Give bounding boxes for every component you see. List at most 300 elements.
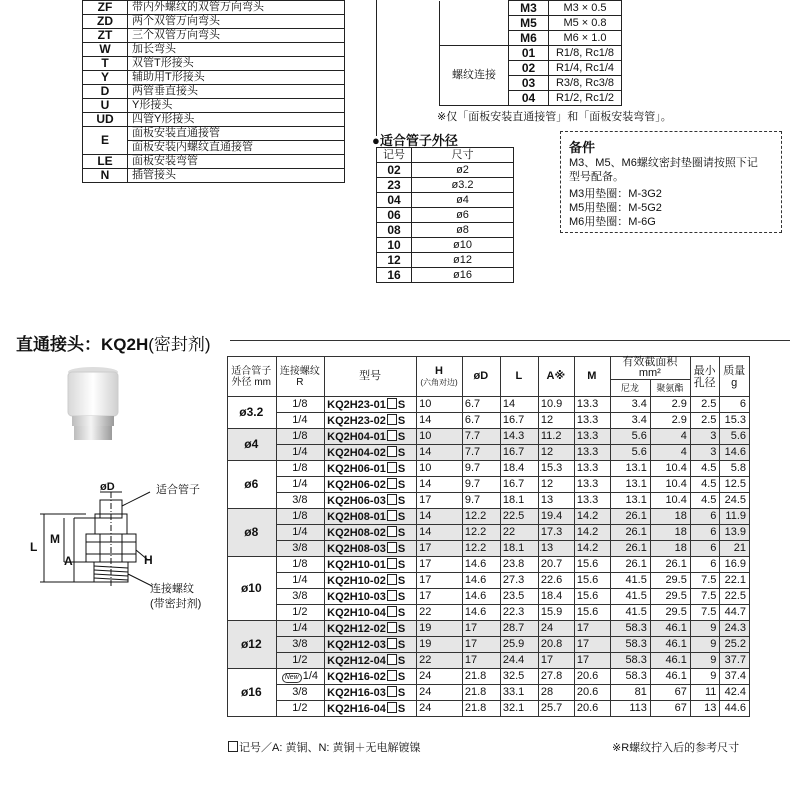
tube-code: 10 <box>377 238 412 253</box>
urethane-area-cell: 4 <box>650 445 690 461</box>
thread-cell <box>276 541 325 557</box>
drawing-label-H: H <box>144 553 153 567</box>
model-cell <box>325 669 417 685</box>
model-suffix: S <box>397 526 406 539</box>
hex-cell: 10 <box>417 397 463 413</box>
thread-cell <box>276 445 325 461</box>
hdr-area-2: mm² <box>638 367 661 379</box>
code-row <box>83 43 345 57</box>
nylon-area-cell: 3.4 <box>610 397 650 413</box>
m-cell: 13.3 <box>574 413 610 429</box>
min-bore-cell: 4.5 <box>690 461 720 477</box>
table-row <box>228 541 750 557</box>
m-cell: 20.6 <box>574 669 610 685</box>
thread-cell <box>276 653 325 669</box>
thread-note: ※仅「面板安装直通接管」和「面板安装弯管」。 <box>437 111 672 123</box>
model-suffix: S <box>397 702 406 715</box>
thread-cell <box>276 525 325 541</box>
model-cell <box>325 541 417 557</box>
tube-head-size: 尺寸 <box>412 148 514 163</box>
hdr-nylon: 尼龙 <box>610 380 650 397</box>
tube-size: ø2 <box>412 163 514 178</box>
a-cell: 19.4 <box>538 509 574 525</box>
thread-size: 1/4 <box>292 446 308 458</box>
tube-size: ø16 <box>412 268 514 283</box>
min-bore-cell: 9 <box>690 621 720 637</box>
section-title <box>16 330 211 355</box>
min-bore-cell: 3 <box>690 429 720 445</box>
a-cell: 20.8 <box>538 637 574 653</box>
code-desc: 双管T形接头 <box>128 57 345 71</box>
drawing-label-L: L <box>30 540 38 554</box>
mass-cell: 24.3 <box>720 621 750 637</box>
thread-cell <box>276 605 325 621</box>
type-code-table <box>82 0 345 183</box>
m-cell: 13.3 <box>574 429 610 445</box>
code-cell: ZD <box>83 15 128 29</box>
hex-cell: 14 <box>417 477 463 493</box>
hex-cell: 19 <box>417 621 463 637</box>
hdr-M: M <box>574 357 610 397</box>
a-cell: 12 <box>538 413 574 429</box>
square-mark-icon <box>387 654 397 665</box>
thread-size: 1/2 <box>292 606 308 618</box>
hdr-area-1: 有效截面积 <box>622 356 678 368</box>
nylon-area-cell: 26.1 <box>610 557 650 573</box>
a-cell: 25.7 <box>538 701 574 717</box>
m-cell: 15.6 <box>574 605 610 621</box>
drawing-label-tube: 适合管子 <box>156 484 200 496</box>
nylon-area-cell: 5.6 <box>610 429 650 445</box>
thread-size: 1/4 <box>302 670 318 682</box>
urethane-area-cell: 18 <box>650 525 690 541</box>
square-mark-icon <box>387 686 397 697</box>
tube-size: ø12 <box>412 253 514 268</box>
hdr-L: L <box>500 357 538 397</box>
tube-size-table <box>376 147 514 283</box>
thread-cell <box>276 429 325 445</box>
table-row <box>228 589 750 605</box>
hex-cell: 14 <box>417 413 463 429</box>
code-desc: 加长弯头 <box>128 43 345 57</box>
m-cell: 13.3 <box>574 445 610 461</box>
thread-cell <box>276 397 325 413</box>
tube-size: ø3.2 <box>412 178 514 193</box>
model-number: KQ2H10-03 <box>327 590 386 603</box>
table-row <box>228 509 750 525</box>
code-cell: N <box>83 169 128 183</box>
min-bore-cell: 4.5 <box>690 477 720 493</box>
hdr-model: 型号 <box>325 357 417 397</box>
tube-head-code: 记号 <box>377 148 412 163</box>
tube-code: 16 <box>377 268 412 283</box>
urethane-area-cell: 67 <box>650 685 690 701</box>
thread-group-blank <box>440 1 509 46</box>
urethane-area-cell: 67 <box>650 701 690 717</box>
tube-header-row <box>377 148 514 163</box>
length-cell: 24.4 <box>500 653 538 669</box>
mass-cell: 5.6 <box>720 429 750 445</box>
nylon-area-cell: 41.5 <box>610 605 650 621</box>
mass-cell: 16.9 <box>720 557 750 573</box>
min-bore-cell: 2.5 <box>690 397 720 413</box>
code-desc: 面板安装内螺纹直通接管 <box>128 141 345 155</box>
code-desc: 带内外螺纹的双管万向弯头 <box>128 1 345 15</box>
length-cell: 22 <box>500 525 538 541</box>
square-mark-icon <box>228 741 238 752</box>
hex-cell: 17 <box>417 589 463 605</box>
mass-cell: 37.7 <box>720 653 750 669</box>
urethane-area-cell: 29.5 <box>650 573 690 589</box>
code-cell: E <box>83 127 128 155</box>
tube-code: 08 <box>377 223 412 238</box>
a-cell: 27.8 <box>538 669 574 685</box>
thread-size: 3/8 <box>292 638 308 650</box>
hex-cell: 22 <box>417 653 463 669</box>
tube-title-text: 适合管子外径 <box>379 133 458 148</box>
hdr-D: øD <box>462 357 500 397</box>
thread-code: 03 <box>509 76 549 91</box>
length-cell: 25.9 <box>500 637 538 653</box>
drawing-label-od: øD <box>100 481 115 493</box>
tube-row <box>377 163 514 178</box>
drawing-label-thread2: (带密封剂) <box>150 598 202 610</box>
square-mark-icon <box>387 398 397 409</box>
tube-row <box>377 268 514 283</box>
code-cell: U <box>83 99 128 113</box>
tube-od-cell: ø3.2 <box>228 397 277 429</box>
length-cell: 14 <box>500 397 538 413</box>
m-cell: 15.6 <box>574 573 610 589</box>
thread-code: M6 <box>509 31 549 46</box>
thread-cell <box>276 493 325 509</box>
thread-code: 01 <box>509 46 549 61</box>
model-cell <box>325 429 417 445</box>
thread-cell <box>276 413 325 429</box>
code-row <box>83 85 345 99</box>
min-bore-cell: 6 <box>690 557 720 573</box>
model-cell <box>325 477 417 493</box>
length-cell: 23.8 <box>500 557 538 573</box>
mass-cell: 21 <box>720 541 750 557</box>
hex-cell: 22 <box>417 605 463 621</box>
tube-od-cell: ø4 <box>228 429 277 461</box>
m-cell: 13.3 <box>574 477 610 493</box>
min-bore-cell: 4.5 <box>690 493 720 509</box>
thread-cell <box>276 509 325 525</box>
mass-cell: 11.9 <box>720 509 750 525</box>
thread-size: 1/4 <box>292 478 308 490</box>
model-number: KQ2H10-04 <box>327 606 386 619</box>
thread-size: 1/8 <box>292 462 308 474</box>
nylon-area-cell: 58.3 <box>610 669 650 685</box>
tube-row <box>377 208 514 223</box>
code-desc: 插管接头 <box>128 169 345 183</box>
nylon-area-cell: 41.5 <box>610 589 650 605</box>
model-number: KQ2H04-02 <box>327 446 386 459</box>
nylon-area-cell: 58.3 <box>610 621 650 637</box>
nylon-area-cell: 41.5 <box>610 573 650 589</box>
hdr-min-bore-1: 最小 <box>693 364 716 377</box>
thread-value: R1/8, Rc1/8 <box>549 46 622 61</box>
a-cell: 13 <box>538 493 574 509</box>
hex-cell: 17 <box>417 573 463 589</box>
model-cell <box>325 637 417 653</box>
hdr-mass <box>720 357 750 397</box>
product-photo <box>58 364 128 444</box>
code-desc: 面板安装直通接管 <box>128 127 345 141</box>
code-desc: 两管垂直接头 <box>128 85 345 99</box>
od-cell: 7.7 <box>462 429 500 445</box>
thread-cell <box>276 557 325 573</box>
square-mark-icon <box>387 414 397 425</box>
mass-cell: 25.2 <box>720 637 750 653</box>
min-bore-cell: 11 <box>690 685 720 701</box>
thread-cell <box>276 621 325 637</box>
model-cell <box>325 605 417 621</box>
code-desc: 辅助用T形接头 <box>128 71 345 85</box>
tube-od-cell: ø8 <box>228 509 277 557</box>
m-cell: 13.3 <box>574 493 610 509</box>
mass-cell: 24.5 <box>720 493 750 509</box>
drawing-label-M: M <box>50 532 60 546</box>
model-cell <box>325 445 417 461</box>
od-cell: 9.7 <box>462 477 500 493</box>
model-number: KQ2H23-01 <box>327 398 386 411</box>
table-row <box>228 525 750 541</box>
model-suffix: S <box>397 670 406 683</box>
urethane-area-cell: 46.1 <box>650 637 690 653</box>
mass-cell: 6 <box>720 397 750 413</box>
mass-cell: 42.4 <box>720 685 750 701</box>
model-suffix: S <box>397 686 406 699</box>
code-row <box>83 57 345 71</box>
code-row <box>83 1 345 15</box>
model-cell <box>325 701 417 717</box>
hdr-thread <box>276 357 325 397</box>
urethane-area-cell: 29.5 <box>650 605 690 621</box>
min-bore-cell: 9 <box>690 653 720 669</box>
model-number: KQ2H08-03 <box>327 542 386 555</box>
od-cell: 12.2 <box>462 525 500 541</box>
min-bore-cell: 6 <box>690 509 720 525</box>
model-number: KQ2H16-04 <box>327 702 386 715</box>
square-mark-icon <box>387 622 397 633</box>
table-row <box>228 413 750 429</box>
model-cell <box>325 525 417 541</box>
model-number: KQ2H12-04 <box>327 654 386 667</box>
thread-size: 1/8 <box>292 510 308 522</box>
thread-size: 3/8 <box>292 494 308 506</box>
tube-od-cell: ø16 <box>228 669 277 717</box>
model-cell <box>325 573 417 589</box>
thread-value: M5 × 0.8 <box>549 16 622 31</box>
square-mark-icon <box>387 670 397 681</box>
length-cell: 14.3 <box>500 429 538 445</box>
thread-cell <box>276 701 325 717</box>
hex-cell: 14 <box>417 509 463 525</box>
new-badge: New <box>282 673 302 683</box>
table-row <box>228 397 750 413</box>
tube-size: ø8 <box>412 223 514 238</box>
footer-left-text: 记号／A: 黄铜、N: 黄铜＋无电解镀镍 <box>239 742 421 754</box>
model-number: KQ2H08-02 <box>327 526 386 539</box>
nylon-area-cell: 58.3 <box>610 653 650 669</box>
model-cell <box>325 685 417 701</box>
length-cell: 22.3 <box>500 605 538 621</box>
square-mark-icon <box>387 542 397 553</box>
m-cell: 14.2 <box>574 525 610 541</box>
bullet: ● <box>372 133 380 148</box>
footer-right-note: ※R螺纹拧入后的参考尺寸 <box>612 742 740 754</box>
thread-cell <box>276 477 325 493</box>
thread-code: 02 <box>509 61 549 76</box>
square-mark-icon <box>387 702 397 713</box>
model-suffix: S <box>397 462 406 475</box>
hex-cell: 24 <box>417 701 463 717</box>
thread-size: 1/4 <box>292 414 308 426</box>
code-desc: 面板安装弯管 <box>128 155 345 169</box>
a-cell: 28 <box>538 685 574 701</box>
model-suffix: S <box>397 510 406 523</box>
kq2h-spec-table <box>227 356 750 717</box>
model-number: KQ2H10-02 <box>327 574 386 587</box>
tube-od-cell: ø6 <box>228 461 277 509</box>
spare-item-m3: M3用垫圈：M-3G2 <box>569 188 662 200</box>
thread-group-label: 螺纹连接 <box>440 46 509 106</box>
code-desc: 三个双管万向弯头 <box>128 29 345 43</box>
od-cell: 9.7 <box>462 493 500 509</box>
model-suffix: S <box>397 574 406 587</box>
mass-cell: 44.6 <box>720 701 750 717</box>
code-row <box>83 71 345 85</box>
table-row <box>228 493 750 509</box>
mass-cell: 22.1 <box>720 573 750 589</box>
nylon-area-cell: 26.1 <box>610 509 650 525</box>
urethane-area-cell: 18 <box>650 509 690 525</box>
code-row <box>83 113 345 127</box>
min-bore-cell: 6 <box>690 525 720 541</box>
od-cell: 14.6 <box>462 573 500 589</box>
length-cell: 33.1 <box>500 685 538 701</box>
square-mark-icon <box>387 526 397 537</box>
hex-cell: 17 <box>417 541 463 557</box>
hdr-tube-od <box>228 357 277 397</box>
hex-cell: 24 <box>417 669 463 685</box>
model-suffix: S <box>397 622 406 635</box>
urethane-area-cell: 29.5 <box>650 589 690 605</box>
thread-value: M3 × 0.5 <box>549 1 622 16</box>
hdr-tube-od-2: 外径 mm <box>231 376 271 388</box>
tube-row <box>377 253 514 268</box>
urethane-area-cell: 10.4 <box>650 461 690 477</box>
m-cell: 20.6 <box>574 701 610 717</box>
tube-row <box>377 223 514 238</box>
a-cell: 11.2 <box>538 429 574 445</box>
model-cell <box>325 621 417 637</box>
hex-cell: 17 <box>417 493 463 509</box>
urethane-area-cell: 10.4 <box>650 477 690 493</box>
m-cell: 14.2 <box>574 541 610 557</box>
thread-code: M3 <box>509 1 549 16</box>
length-cell: 18.4 <box>500 461 538 477</box>
model-suffix: S <box>397 638 406 651</box>
od-cell: 17 <box>462 653 500 669</box>
mass-cell: 12.5 <box>720 477 750 493</box>
model-suffix: S <box>397 558 406 571</box>
hdr-min-bore-2: 孔径 <box>693 376 716 389</box>
model-number: KQ2H04-01 <box>327 430 386 443</box>
od-cell: 6.7 <box>462 413 500 429</box>
code-cell: ZT <box>83 29 128 43</box>
square-mark-icon <box>387 558 397 569</box>
hdr-A: A※ <box>538 357 574 397</box>
length-cell: 32.5 <box>500 669 538 685</box>
square-mark-icon <box>387 462 397 473</box>
thread-size: 3/8 <box>292 590 308 602</box>
model-number: KQ2H06-03 <box>327 494 386 507</box>
min-bore-cell: 7.5 <box>690 573 720 589</box>
hex-cell: 24 <box>417 685 463 701</box>
code-row <box>83 99 345 113</box>
model-cell <box>325 493 417 509</box>
table-row <box>228 445 750 461</box>
spare-parts-box <box>560 131 782 233</box>
thread-value: R1/2, Rc1/2 <box>549 91 622 106</box>
drawing-label-A: A <box>64 554 73 568</box>
thread-value: R3/8, Rc3/8 <box>549 76 622 91</box>
min-bore-cell: 3 <box>690 445 720 461</box>
section-rule <box>230 340 790 341</box>
code-cell: T <box>83 57 128 71</box>
section-title-model: KQ2H <box>101 335 149 354</box>
length-cell: 16.7 <box>500 477 538 493</box>
table-row <box>228 701 750 717</box>
code-row <box>83 29 345 43</box>
m-cell: 17 <box>574 637 610 653</box>
a-cell: 17.3 <box>538 525 574 541</box>
od-cell: 12.2 <box>462 541 500 557</box>
od-cell: 12.2 <box>462 509 500 525</box>
od-cell: 21.8 <box>462 685 500 701</box>
urethane-area-cell: 2.9 <box>650 397 690 413</box>
m-cell: 20.6 <box>574 685 610 701</box>
model-suffix: S <box>397 590 406 603</box>
od-cell: 7.7 <box>462 445 500 461</box>
square-mark-icon <box>387 606 397 617</box>
thread-code: 04 <box>509 91 549 106</box>
code-row <box>83 127 345 141</box>
m-cell: 13.3 <box>574 461 610 477</box>
code-cell: D <box>83 85 128 99</box>
hex-cell: 14 <box>417 525 463 541</box>
table-row <box>228 653 750 669</box>
code-cell: W <box>83 43 128 57</box>
table-row <box>228 573 750 589</box>
a-cell: 15.3 <box>538 461 574 477</box>
length-cell: 23.5 <box>500 589 538 605</box>
thread-cell <box>276 685 325 701</box>
a-cell: 20.7 <box>538 557 574 573</box>
code-cell: LE <box>83 155 128 169</box>
tube-row <box>377 238 514 253</box>
urethane-area-cell: 10.4 <box>650 493 690 509</box>
table-row <box>228 461 750 477</box>
urethane-area-cell: 46.1 <box>650 669 690 685</box>
hex-cell: 10 <box>417 429 463 445</box>
square-mark-icon <box>387 510 397 521</box>
tube-code: 23 <box>377 178 412 193</box>
